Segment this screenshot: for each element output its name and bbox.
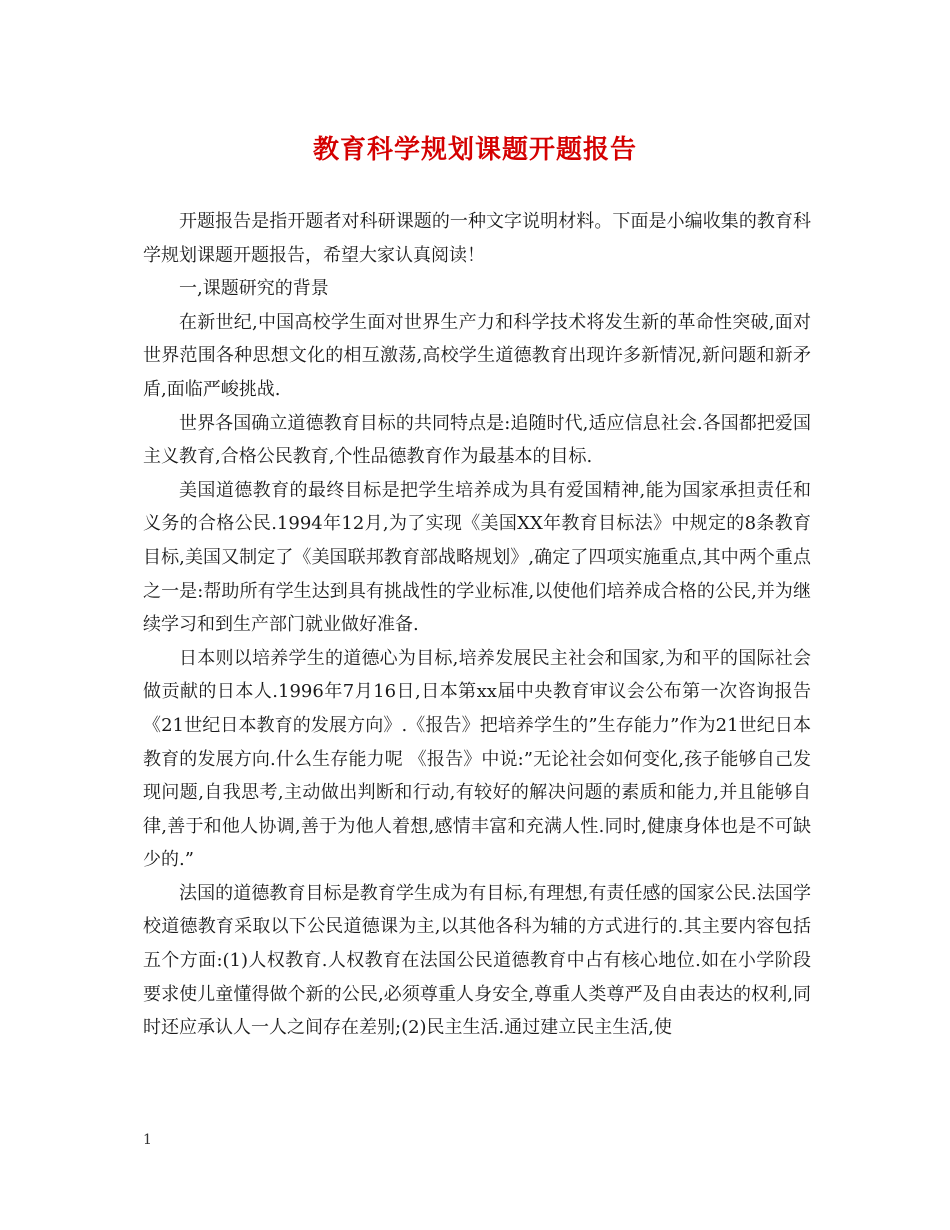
body-paragraph: 世界各国确立道德教育目标的共同特点是:追随时代,适应信息社会.各国都把爱国主义教育,合格公民教育,个性品德教育作为最基本的目标. <box>143 412 811 468</box>
intro-paragraph: 开题报告是指开题者对科研课题的一种文字说明材料。下面是小编收集的教育科学规划课题开题报告，希望大家认真阅读！ <box>143 211 811 266</box>
section-heading: 一,课题研究的背景 <box>179 278 329 300</box>
body-paragraph: 美国道德教育的最终目标是把学生培养成为具有爱国精神,能为国家承担责任和义务的合格公民.1994年12月,为了实现《美国XX年教育目标法》中规定的8条教育目标,美国又制定了《美国联邦教育部战略规划》,确定了四项实施重点,其中两个重点之一是:帮助所有学生达到具有挑战性的学业标准,以使他们培养成合格的公民,并为继续学习和到生产部门就业做好准备. <box>143 479 811 636</box>
document-body <box>143 205 811 1045</box>
document-title: 教育科学规划课题开题报告 <box>312 135 637 165</box>
body-paragraph: 日本则以培养学生的道德心为目标,培养发展民主社会和国家,为和平的国际社会做贡献的日本人.1996年7月16日,日本第xx届中央教育审议会公布第一次咨询报告《21世纪日本教育的发展方向》.《报告》把培养学生的”生存能力”作为21世纪日本教育的发展方向.什么生存能力呢 《报告》中说:”无论社会如何变化,孩子能够自己发现问题,自我思考,主动做出判断和行动,有较好的解决问题的素质和能力,并且能够自律,善于和他人协调,善于为他人着想,感情丰富和充满人性.同时,健康身体也是不可缺少的.” <box>143 647 811 871</box>
body-paragraph: 在新世纪,中国高校学生面对世界生产力和科学技术将发生新的革命性突破,面对世界范围各种思想文化的相互激荡,高校学生道德教育出现许多新情况,新问题和新矛盾,面临严峻挑战. <box>143 311 811 400</box>
page-number: 1 <box>143 1132 152 1148</box>
body-paragraph: 法国的道德教育目标是教育学生成为有目标,有理想,有责任感的国家公民.法国学校道德教育采取以下公民道德课为主,以其他各科为辅的方式进行的.其主要内容包括五个方面:(1)人权教育.人权教育在法国公民道德教育中占有核心地位.如在小学阶段要求使儿童懂得做个新的公民,必须尊重人身安全,尊重人类尊严及自由表达的权利,同时还应承认人一人之间存在差别;(2)民主生活.通过建立民主生活,使 <box>143 882 811 1039</box>
